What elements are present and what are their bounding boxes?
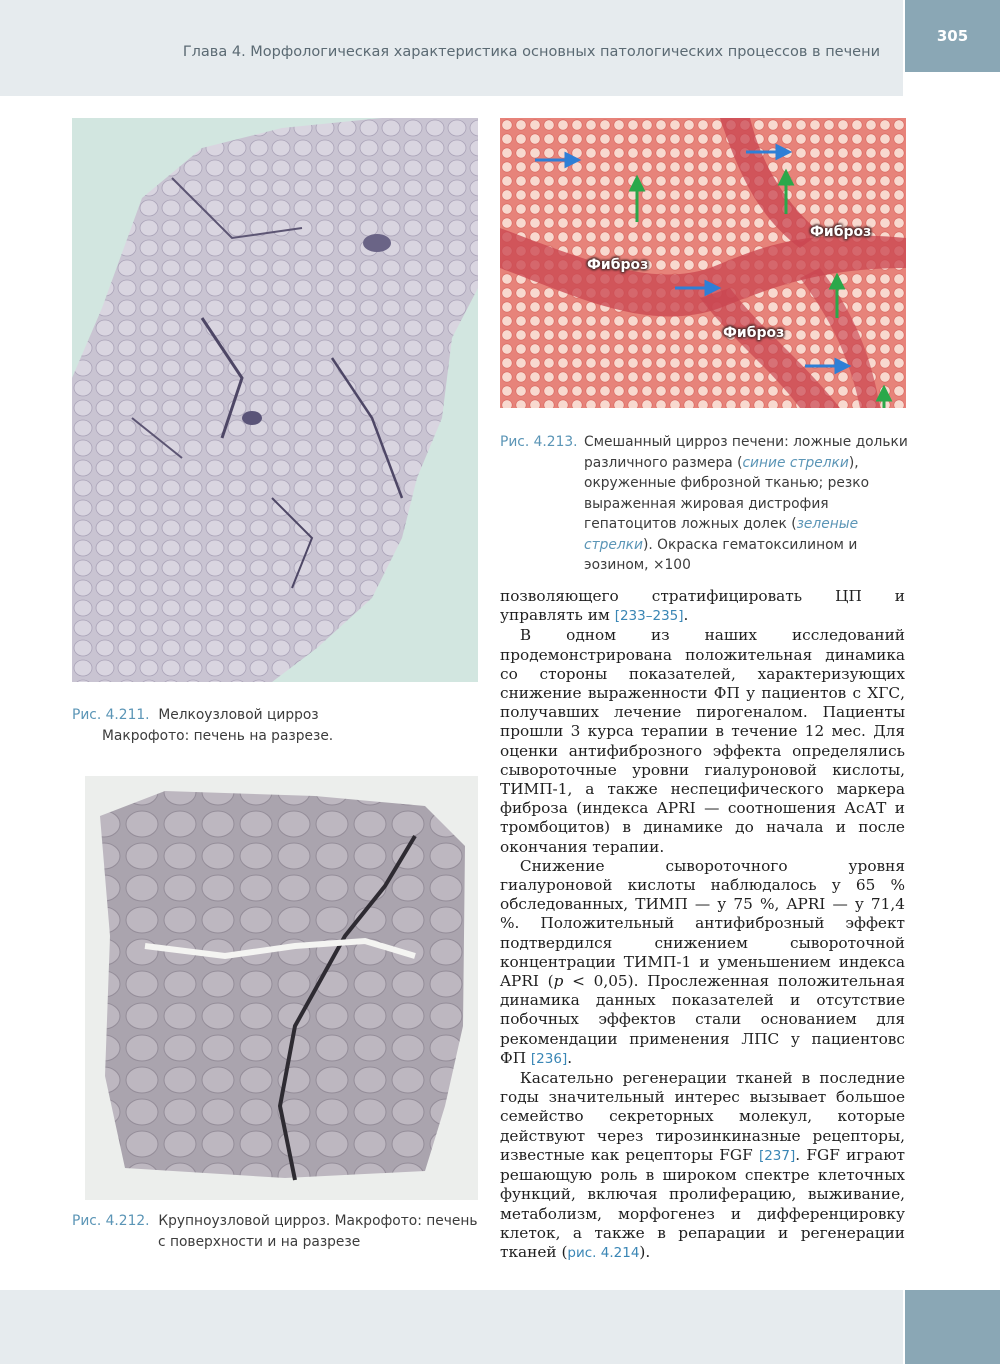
chapter-title: Глава 4. Морфологическая характеристика основных патологических процессов в печени bbox=[182, 44, 880, 60]
paragraph-2: В одном из наших исследований продемонстрирована положительная динамика со стороны показателей, характеризующих снижение выраженности ФП у пациентов с ХГС, получавших лечение пирогеналом. Пациенты прошли 3 курса терапии в течение 12 мес. Для оценки антифиброзного эффекта определялись сывороточные уровни гиалуроновой кислоты, ТИМП-1, а также неспецифического маркера фиброза (индекса APRI — соотношения АсАТ и тромбоцитов) в динамике до начала и после окончания терапии. bbox=[500, 626, 905, 856]
paragraph-1: позволяющего стратифицировать ЦП и управлять им [233–235]. bbox=[500, 587, 905, 625]
figure-4-213-caption bbox=[500, 432, 910, 576]
figure-4-212-caption bbox=[72, 1211, 492, 1252]
caption-label: Рис. 4.212. bbox=[72, 1213, 150, 1229]
reference-link[interactable]: [233–235] bbox=[614, 608, 684, 625]
page-number-tab bbox=[905, 0, 1000, 72]
paragraph-4: Касательно регенерации тканей в последние годы значительный интерес вызывает большое семейство секреторных молекул, которые действуют через тирозинкиназные рецепторы, известные как рецепторы FGF [237]. FGF играют решающую роль в широком спектре клеточных функций, включая пролиферацию, выживание, метаболизм, морфогенез и дифференцировку клеток, а также в репарации и регенерации тканей (рис. 4.214). bbox=[500, 1069, 905, 1261]
fibrosis-label-2: Фиброз bbox=[810, 224, 872, 240]
caption-line-2: с поверхности и на разрезе bbox=[158, 1233, 361, 1250]
figure-link[interactable]: рис. 4.214 bbox=[567, 1244, 640, 1261]
footer-band bbox=[0, 1290, 903, 1364]
figure-4-211-caption bbox=[72, 705, 402, 746]
fibrosis-label-1: Фиброз bbox=[587, 257, 649, 273]
paragraph-3: Снижение сывороточного уровня гиалуроновой кислоты наблюдалось у 65 % обследованных, ТИМП — у 75 %, APRI — у 71,4 %. Положительный антифиброзный эффект подтвердился снижением сывороточной концентрации ТИМП-1 и уменьшением индекса APRI (p < 0,05). Прослеженная положительная динамика данных показателей и отсутствие побочных эффектов стали основанием для рекомендации применения ЛПС у пациентовс ФП [236]. bbox=[500, 856, 905, 1067]
reference-link[interactable]: [236] bbox=[530, 1050, 568, 1067]
figure-4-212-image bbox=[85, 776, 478, 1200]
fibrosis-label-3: Фиброз bbox=[723, 325, 785, 341]
body-text bbox=[500, 587, 905, 1263]
caption-line-1: Мелкоузловой цирроз bbox=[158, 707, 319, 723]
caption-line-1: Крупноузловой цирроз. Макрофото: печень bbox=[158, 1213, 478, 1229]
caption-label: Рис. 4.213. bbox=[500, 434, 578, 450]
caption-line-2: Макрофото: печень на разрезе. bbox=[102, 727, 334, 744]
footer-tab bbox=[905, 1290, 1000, 1364]
caption-label: Рис. 4.211. bbox=[72, 707, 150, 723]
caption-text: Смешанный цирроз печени: ложные дольки различного размера (синие стрелки), окруженные фиброзной тканью; резко выраженная жировая дистрофия гепатоцитов ложных долек (зеленые стрелки). Окраска гематоксилином и эозином, ×100 bbox=[584, 434, 908, 573]
page-number: 305 bbox=[936, 27, 969, 45]
figure-4-211-image bbox=[72, 118, 478, 682]
figure-4-213-image bbox=[500, 118, 906, 408]
reference-link[interactable]: [237] bbox=[758, 1147, 796, 1164]
